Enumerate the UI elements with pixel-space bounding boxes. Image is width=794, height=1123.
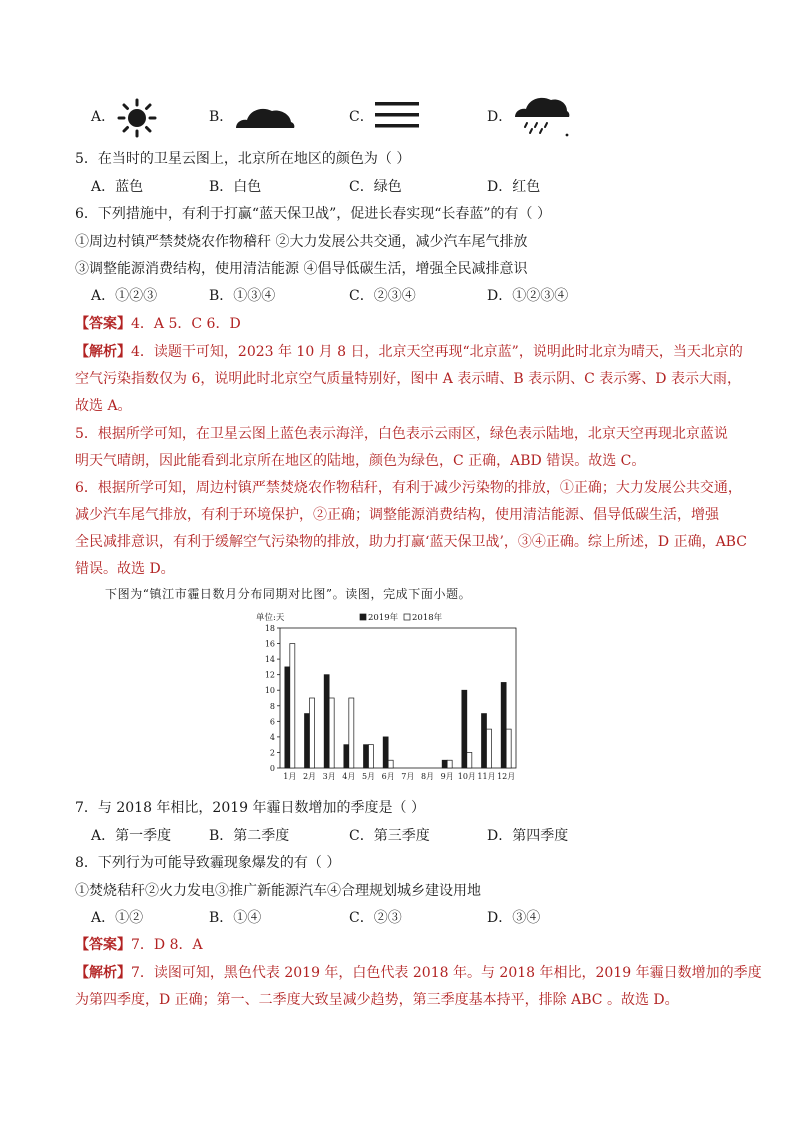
y-tick-label: 8 bbox=[269, 701, 275, 711]
analysis-1-line3: 故选 A。 bbox=[75, 398, 132, 414]
analysis-block-1-line1 bbox=[75, 342, 743, 362]
analysis-2-line2: 为第四季度，D 正确；第一、二季度大致呈减少趋势，第三季度基本持平，排除 ABC 。故选 D。 bbox=[75, 992, 679, 1008]
analysis-1-line5: 明天气晴朗，因此能看到北京所在地区的陆地，颜色为绿色，C 正确，ABD 错误。故选 C。 bbox=[75, 453, 646, 469]
y-tick-label: 6 bbox=[269, 717, 275, 727]
bar-series-1 bbox=[305, 714, 310, 768]
fog-icon bbox=[373, 100, 421, 130]
q5-stem: 5．在当时的卫星云图上，北京所在地区的颜色为（ ） bbox=[75, 151, 411, 167]
chart-unit-label: 单位:天 bbox=[256, 613, 285, 623]
answer-tag: 【答案】 bbox=[75, 316, 131, 332]
analysis-1-line8: 全民减排意识，有利于缓解空气污染物的排放，助力打赢‘蓝天保卫战’，③④正确。综上所述，D 正确，ABC bbox=[75, 534, 747, 550]
y-tick-label: 16 bbox=[264, 639, 275, 649]
analysis-1-line9: 错误。故选 D。 bbox=[75, 561, 175, 577]
analysis-1-line4: 5．根据所学可知，在卫星云图上蓝色表示海洋，白色表示云雨区，绿色表示陆地，北京天空再现北京蓝说 bbox=[75, 426, 728, 442]
legend-swatch bbox=[404, 614, 410, 620]
chart-bars bbox=[285, 644, 511, 768]
answer-block-2 bbox=[75, 935, 203, 955]
answer-text: 7．D 8．A bbox=[131, 937, 203, 953]
bar-series-1 bbox=[383, 737, 388, 768]
x-tick-label: 6月 bbox=[381, 772, 395, 781]
q4-option-d-label: D． bbox=[487, 109, 513, 125]
q8-option-b: B．①④ bbox=[209, 910, 262, 926]
q8-option-d: D．③④ bbox=[487, 910, 541, 926]
chart-legend bbox=[360, 612, 443, 623]
q5-option-a: A．蓝色 bbox=[91, 179, 144, 195]
y-tick-label: 0 bbox=[269, 764, 275, 773]
bar-series-2 bbox=[349, 698, 354, 768]
q7-option-c: C．第三季度 bbox=[349, 828, 430, 844]
answer-text: 4．A 5．C 6．D bbox=[131, 316, 241, 332]
y-tick-label: 18 bbox=[264, 624, 275, 633]
q6-option-c: C．②③④ bbox=[349, 288, 416, 304]
x-tick-label: 12月 bbox=[497, 772, 516, 781]
bar-series-2 bbox=[290, 644, 295, 768]
q6-option-a: A．①②③ bbox=[91, 288, 158, 304]
bar-series-2 bbox=[388, 760, 393, 768]
y-tick-label: 12 bbox=[264, 670, 275, 680]
bar-series-2 bbox=[310, 698, 315, 768]
q8-option-a: A．①② bbox=[91, 910, 144, 926]
analysis-1-line2: 空气污染指数仅为 6，说明此时北京空气质量特别好，图中 A 表示晴、B 表示阴、C 表示雾、D 表示大雨， bbox=[75, 371, 741, 387]
chart-intro: 下图为“镇江市霾日数月分布同期对比图”。读图，完成下面小题。 bbox=[105, 587, 472, 601]
bar-series-1 bbox=[324, 675, 329, 768]
sun-icon bbox=[115, 98, 159, 138]
heavy-rain-icon bbox=[511, 95, 571, 139]
answer-tag: 【答案】 bbox=[75, 937, 131, 953]
q6-option-d: D．①②③④ bbox=[487, 288, 569, 304]
analysis-1-line6: 6．根据所学可知，周边村镇严禁焚烧农作物秸秆，有利于减少污染物的排放，①正确；大力发展公共交通， bbox=[75, 480, 742, 496]
legend-swatch bbox=[360, 614, 366, 620]
legend-label: 2019年 bbox=[368, 613, 399, 623]
analysis-block-2-line1 bbox=[75, 963, 762, 983]
bar-series-2 bbox=[487, 729, 492, 768]
q6-option-b: B．①③④ bbox=[209, 288, 276, 304]
overcast-cloud-icon bbox=[234, 102, 296, 130]
x-tick-label: 11月 bbox=[477, 772, 496, 781]
answer-block-1 bbox=[75, 314, 241, 334]
legend-label: 2018年 bbox=[412, 613, 443, 623]
bar-series-2 bbox=[447, 760, 452, 768]
analysis-1-line7: 减少汽车尾气排放，有利于环境保护，②正确；调整能源消费结构，使用清洁能源、倡导低碳生活，增强 bbox=[75, 507, 719, 523]
bar-series-2 bbox=[506, 729, 511, 768]
q5-option-c: C．绿色 bbox=[349, 179, 402, 195]
q8-option-c: C．②③ bbox=[349, 910, 402, 926]
q4-option-c-label: C． bbox=[349, 109, 374, 125]
y-tick-label: 10 bbox=[264, 686, 275, 696]
x-tick-label: 5月 bbox=[361, 772, 376, 781]
plot-frame bbox=[280, 628, 516, 768]
x-tick-label: 2月 bbox=[302, 772, 317, 781]
analysis-text: 4．读题干可知，2023 年 10 月 8 日，北京天空再现“北京蓝”，说明此时北京为晴天，当天北京的 bbox=[131, 344, 743, 360]
analysis-tag: 【解析】 bbox=[75, 965, 131, 981]
q6-stem: 6．下列措施中，有利于打赢“蓝天保卫战”，促进长春实现“长春蓝”的有（ ） bbox=[75, 206, 551, 222]
analysis-text: 7．读图可知，黑色代表 2019 年，白色代表 2018 年。与 2018 年相比，2019 年霾日数增加的季度 bbox=[131, 965, 762, 981]
q7-option-a: A．第一季度 bbox=[91, 828, 172, 844]
x-tick-label: 4月 bbox=[342, 772, 356, 781]
bar-series-1 bbox=[285, 667, 290, 768]
x-tick-label: 7月 bbox=[401, 772, 415, 781]
bar-series-1 bbox=[482, 714, 487, 768]
x-tick-label: 10月 bbox=[457, 772, 476, 781]
bar-series-1 bbox=[501, 682, 506, 768]
q8-items: ①焚烧秸秆②火力发电③推广新能源汽车④合理规划城乡建设用地 bbox=[75, 883, 481, 899]
bar-series-1 bbox=[442, 760, 447, 768]
bar-series-2 bbox=[369, 745, 374, 768]
bar-series-1 bbox=[364, 745, 369, 768]
y-tick-label: 4 bbox=[269, 732, 275, 742]
q6-items-line2: ③调整能源消费结构，使用清洁能源 ④倡导低碳生活，增强全民减排意识 bbox=[75, 261, 528, 277]
bar-series-1 bbox=[462, 690, 467, 768]
q7-option-d: D．第四季度 bbox=[487, 828, 569, 844]
bar-series-2 bbox=[329, 698, 334, 768]
q7-option-b: B．第二季度 bbox=[209, 828, 290, 844]
q4-option-b-label: B． bbox=[209, 109, 234, 125]
q7-stem: 7．与 2018 年相比，2019 年霾日数增加的季度是（ ） bbox=[75, 800, 425, 816]
haze-days-bar-chart bbox=[252, 610, 524, 786]
bar-series-1 bbox=[344, 745, 349, 768]
q4-option-a-label: A． bbox=[91, 109, 116, 125]
y-tick-label: 2 bbox=[269, 748, 275, 758]
x-tick-label: 3月 bbox=[322, 772, 336, 781]
y-tick-label: 14 bbox=[264, 655, 275, 665]
analysis-tag: 【解析】 bbox=[75, 344, 131, 360]
chart-axes bbox=[265, 624, 516, 781]
x-tick-label: 8月 bbox=[420, 772, 435, 781]
bar-series-2 bbox=[467, 752, 472, 768]
q6-items-line1: ①周边村镇严禁焚烧农作物稽秆 ②大力发展公共交通，减少汽车尾气排放 bbox=[75, 234, 528, 250]
x-tick-label: 9月 bbox=[440, 772, 454, 781]
x-tick-label: 1月 bbox=[283, 772, 297, 781]
q5-option-d: D．红色 bbox=[487, 179, 541, 195]
q8-stem: 8．下列行为可能导致霾现象爆发的有（ ） bbox=[75, 855, 341, 871]
q5-option-b: B．白色 bbox=[209, 179, 262, 195]
